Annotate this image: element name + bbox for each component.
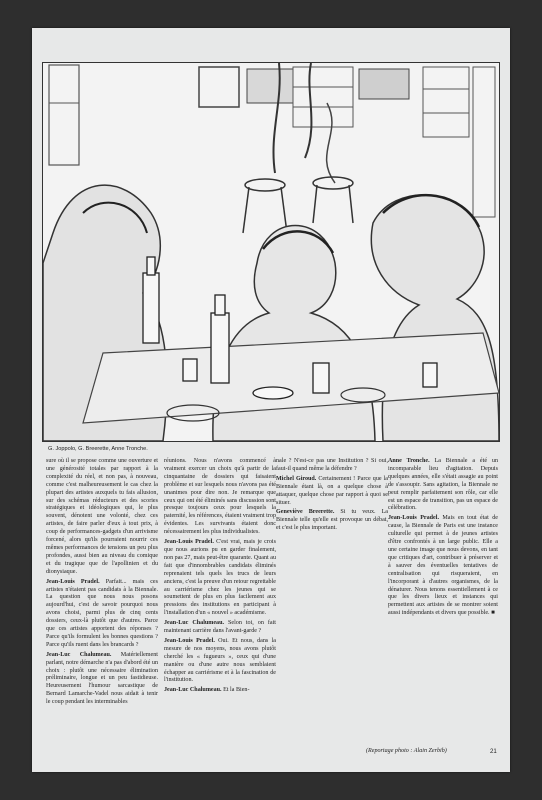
speaker-name: Jean-Louis Pradel.: [388, 515, 439, 522]
paragraph: [164, 687, 276, 695]
paragraph: [164, 638, 276, 685]
speaker-name: Jean-Louis Pradel.: [46, 578, 100, 585]
paragraph-text: La Biennale a été un incomparable lieu d'agitation. Depuis quelques années, elle s'était assagie au point de s'assoupir. Sans agitation, la Biennale ne peut remplir parfaitement son rôle, car elle est un espace de transition, pas un espace de célébration.: [388, 458, 498, 512]
paragraph-text: Matériellement parlant, notre démarche n'a pas d'abord été un choix : plutôt une nécessaire élimination préliminaire, longue et un peu fastidieuse. Heureusement l'humour sarcastique de Bernard Lamarche-Vadel nous aidait à tenir le coup pendant les interminables: [46, 651, 158, 706]
paragraph: [388, 515, 498, 618]
paragraph-text: C'est vrai, mais je crois que nous aurions pu en garder finalement, non pas 27, mais peut-être quarante. Quant au fait que d'innombrables candidats éliminés reprenaient tels quels les trucs de leurs anciens, c'est la preuve d'un retour regrettable au carriérisme chez les jeunes qui se soumettent de plus en plus facilement aux pressions des institutions en participant à l'installation d'un « nouvel » académisme.: [164, 539, 276, 617]
photo-caption: G. Joppolo, G. Breerette, Anne Tronche.: [48, 446, 148, 452]
paragraph-text: Oui. Et nous, dans la mesure de nos moyens, nous avons plutôt cherché les « fugueurs », ceux qui d'une manière ou d'une autre nous semblaient échapper au carriérisme et à la fascination de l'institution.: [164, 637, 276, 684]
speaker-name: Anne Tronche.: [388, 458, 430, 464]
paragraph: [276, 476, 388, 508]
paragraph: [164, 458, 276, 537]
paragraph: [388, 458, 498, 513]
paragraph-text: sure où il se propose comme une ouverture et une générosité totales par rapport à la complexité du réel, et non pas, à nouveau, comme c'est malheureusement le cas chez la plupart des artistes auxquels tu fais allusion, sur des schémas réducteurs et des scories stratégiques et idéologiques qui, le plus souvent, dénotent une volonté, chez ces artistes, de faire parler d'eux à tout prix, à coup de performances-gadgets d'un arrivisme forcené, alors qu'ils pourraient nourrir ces mêmes performances de tensions un peu plus profondes, aussi bien au niveau du comique et du tragique que de l'apollinien et du dionysiaque.: [46, 458, 158, 575]
paragraph: [164, 620, 276, 636]
end-square-icon: ■: [491, 610, 495, 617]
paragraph-text: Mais en tout état de cause, la Biennale de Paris est une instance culturelle qui permet à de jeunes artistes d'être confrontés à un large public. Elle a une certaine image que nous devons, en tant que critiques d'art, contribuer à préserver et à sauver des éventuelles tentatives de centralisation qui risqueraient, en l'incorporant à d'autres organismes, de la dénaturer. Nous tenons essentiellement à ce que les divers lieux et instances qui permettent aux artistes de se montrer soient aussi indépendants et divers que possible.: [388, 515, 498, 617]
text-column-3: [276, 458, 388, 535]
text-column-4: [388, 458, 498, 620]
text-column-1: [46, 458, 158, 709]
paragraph-text: Et la Bien-: [221, 687, 250, 694]
paragraph-text: Selon toi, on fait maintenant carrière dans l'avant-garde ?: [164, 620, 276, 635]
paragraph-text: nale ? N'est-ce pas une Institution ? Si oui, faut-il quand même la défendre ?: [276, 458, 388, 472]
paragraph-text: Certainement ! Parce que la Biennale étant là, on a quelque chose à attaquer, quelque chose par rapport à quoi se situer.: [276, 475, 388, 506]
paragraph-text: Parfait... mais ces artistes n'étaient pas candidats à la Biennale. La question que nous nous posons aujourd'hui, c'est de savoir pourquoi nous avons choisi, parmi plus de cinq cents dossiers, ceux-là plutôt que d'autres. Parce que ces artistes apportent des réponses ? Parce qu'ils formulent les bonnes questions ? Parce qu'ils ruent dans les brancards ?: [46, 578, 158, 648]
speaker-name: Jean-Luc Chalumeau.: [164, 687, 222, 694]
magazine-page: [32, 28, 510, 772]
paragraph-text: réunions. Nous n'avons commencé à vraiment exercer un choix qu'à partir de la cinquantaine de dossiers qui faisaient problème et sur lesquels nous n'avons pas été unanimes pour dire non. Je remarque que ceux qui ont été éliminés sans discussion sont presque toujours ceux pour lesquels la paternité, les références, étaient vraiment trop évidentes. Les survivants étaient donc nécessairement les plus individualistes.: [164, 458, 276, 536]
speaker-name: Jean-Louis Pradel.: [164, 539, 214, 546]
paragraph: [46, 458, 158, 577]
speaker-name: Michel Giroud.: [276, 475, 317, 482]
paragraph: [164, 539, 276, 618]
paragraph: [46, 652, 158, 707]
speaker-name: Geneviève Breerette.: [276, 509, 335, 516]
photo-credit: (Reportage photo : Alain Zerbib): [366, 748, 447, 754]
group-photo: [42, 62, 500, 442]
paragraph: [276, 509, 388, 533]
photo-image: [43, 63, 499, 441]
speaker-name: Jean-Luc Chalumeau.: [164, 620, 225, 627]
paragraph: [46, 579, 158, 650]
speaker-name: Jean-Luc Chalumeau.: [46, 651, 112, 658]
speaker-name: Jean-Louis Pradel.: [164, 637, 215, 644]
page-number: 21: [490, 748, 497, 755]
text-column-2: [164, 458, 276, 697]
paragraph: [276, 458, 388, 474]
paragraph-text: Si tu veux. La Biennale telle qu'elle est provoque un débat, et c'est le plus important.: [276, 509, 388, 532]
